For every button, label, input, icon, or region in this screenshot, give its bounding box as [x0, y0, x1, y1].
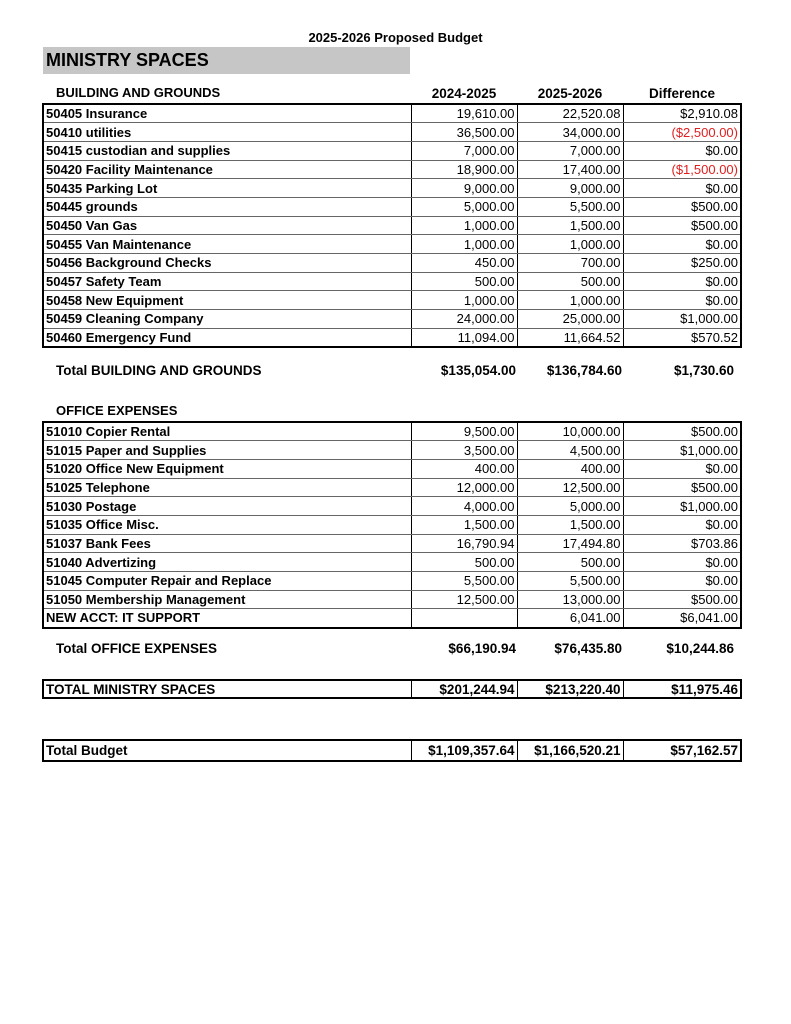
- row-curr-value: 17,400.00: [517, 160, 623, 179]
- row-difference: $500.00: [623, 216, 741, 235]
- office-total-label: Total OFFICE EXPENSES: [56, 641, 218, 656]
- row-label: 51035 Office Misc.: [43, 515, 411, 534]
- building-total-diff: $1,730.60: [673, 363, 734, 378]
- table-row: [43, 179, 741, 198]
- office-header: OFFICE EXPENSES: [56, 403, 178, 418]
- row-prev-value: 450.00: [411, 254, 517, 273]
- row-difference: $0.00: [623, 572, 741, 591]
- row-label: 51015 Paper and Supplies: [43, 441, 411, 460]
- row-label: 50405 Insurance: [43, 104, 411, 123]
- row-prev-value: [411, 609, 517, 628]
- row-label: 51020 Office New Equipment: [43, 459, 411, 478]
- row-curr-value: 17,494.80: [517, 534, 623, 553]
- row-difference: $0.00: [623, 272, 741, 291]
- row-difference: ($2,500.00): [623, 123, 741, 142]
- table-row: [43, 141, 741, 160]
- row-curr-value: 25,000.00: [517, 310, 623, 329]
- row-label: 51045 Computer Repair and Replace: [43, 572, 411, 591]
- row-curr-value: 700.00: [517, 254, 623, 273]
- total-budget-row: [42, 739, 742, 762]
- row-difference: $6,041.00: [623, 609, 741, 628]
- table-row: [43, 272, 741, 291]
- table-row: [43, 104, 741, 123]
- row-prev-value: 24,000.00: [411, 310, 517, 329]
- row-label: 51010 Copier Rental: [43, 422, 411, 441]
- total-budget-diff: $57,162.57: [623, 740, 741, 761]
- row-label: 50456 Background Checks: [43, 254, 411, 273]
- row-prev-value: 4,000.00: [411, 497, 517, 516]
- building-total-curr: $136,784.60: [546, 363, 622, 378]
- row-difference: $1,000.00: [623, 310, 741, 329]
- row-curr-value: 400.00: [517, 459, 623, 478]
- table-row: [43, 441, 741, 460]
- row-label: 50459 Cleaning Company: [43, 310, 411, 329]
- row-label: 50458 New Equipment: [43, 291, 411, 310]
- row-difference: $0.00: [623, 553, 741, 572]
- row-prev-value: 1,000.00: [411, 291, 517, 310]
- row-prev-value: 36,500.00: [411, 123, 517, 142]
- total-ministry-curr: $213,220.40: [517, 680, 623, 698]
- total-ministry-prev: $201,244.94: [411, 680, 517, 698]
- row-curr-value: 6,041.00: [517, 609, 623, 628]
- building-header: BUILDING AND GROUNDS: [56, 85, 221, 100]
- row-prev-value: 500.00: [411, 553, 517, 572]
- total-budget-label: Total Budget: [46, 743, 128, 758]
- row-curr-value: 7,000.00: [517, 141, 623, 160]
- row-prev-value: 12,000.00: [411, 478, 517, 497]
- table-row: [43, 310, 741, 329]
- row-prev-value: 16,790.94: [411, 534, 517, 553]
- row-prev-value: 19,610.00: [411, 104, 517, 123]
- row-difference: $570.52: [623, 328, 741, 347]
- row-curr-value: 34,000.00: [517, 123, 623, 142]
- row-difference: $500.00: [623, 422, 741, 441]
- total-ministry-row: [42, 679, 742, 699]
- row-prev-value: 3,500.00: [411, 441, 517, 460]
- office-table: [42, 421, 742, 629]
- table-row: [43, 478, 741, 497]
- row-prev-value: 1,000.00: [411, 216, 517, 235]
- row-curr-value: 1,500.00: [517, 216, 623, 235]
- table-row: [43, 328, 741, 347]
- row-prev-value: 12,500.00: [411, 590, 517, 609]
- building-total-label: Total BUILDING AND GROUNDS: [56, 363, 262, 378]
- table-row: [43, 497, 741, 516]
- row-prev-value: 9,500.00: [411, 422, 517, 441]
- table-row: [43, 553, 741, 572]
- total-ministry-label: TOTAL MINISTRY SPACES: [46, 681, 216, 697]
- table-row: [43, 291, 741, 310]
- row-label: 51040 Advertizing: [43, 553, 411, 572]
- row-curr-value: 22,520.08: [517, 104, 623, 123]
- row-prev-value: 400.00: [411, 459, 517, 478]
- table-row: [43, 609, 741, 628]
- row-curr-value: 500.00: [517, 553, 623, 572]
- row-label: NEW ACCT: IT SUPPORT: [43, 609, 411, 628]
- row-prev-value: 9,000.00: [411, 179, 517, 198]
- row-curr-value: 5,500.00: [517, 197, 623, 216]
- row-label: 50457 Safety Team: [43, 272, 411, 291]
- office-total-prev: $66,190.94: [448, 641, 516, 656]
- row-difference: $1,000.00: [623, 441, 741, 460]
- row-curr-value: 500.00: [517, 272, 623, 291]
- building-table: [42, 103, 742, 348]
- office-total-diff: $10,244.86: [666, 641, 734, 656]
- table-row: [43, 515, 741, 534]
- table-row: [43, 235, 741, 254]
- row-label: 51050 Membership Management: [43, 590, 411, 609]
- row-curr-value: 13,000.00: [517, 590, 623, 609]
- total-budget-curr: $1,166,520.21: [517, 740, 623, 761]
- table-row: [43, 197, 741, 216]
- col-header-prev: 2024-2025: [431, 86, 497, 101]
- table-row: [43, 254, 741, 273]
- row-difference: $0.00: [623, 179, 741, 198]
- row-curr-value: 10,000.00: [517, 422, 623, 441]
- row-difference: $500.00: [623, 478, 741, 497]
- row-prev-value: 1,000.00: [411, 235, 517, 254]
- row-curr-value: 1,000.00: [517, 291, 623, 310]
- row-label: 51037 Bank Fees: [43, 534, 411, 553]
- row-label: 50455 Van Maintenance: [43, 235, 411, 254]
- page-title: 2025-2026 Proposed Budget: [308, 30, 483, 45]
- table-row: [43, 123, 741, 142]
- col-header-diff: Difference: [648, 86, 716, 101]
- row-curr-value: 1,500.00: [517, 515, 623, 534]
- row-curr-value: 11,664.52: [517, 328, 623, 347]
- office-total-curr: $76,435.80: [554, 641, 622, 656]
- building-total-prev: $135,054.00: [440, 363, 516, 378]
- row-label: 50415 custodian and supplies: [43, 141, 411, 160]
- row-difference: $703.86: [623, 534, 741, 553]
- row-prev-value: 18,900.00: [411, 160, 517, 179]
- row-curr-value: 4,500.00: [517, 441, 623, 460]
- table-row: [43, 572, 741, 591]
- row-prev-value: 7,000.00: [411, 141, 517, 160]
- row-label: 51025 Telephone: [43, 478, 411, 497]
- table-row: [43, 590, 741, 609]
- row-difference: $0.00: [623, 235, 741, 254]
- table-row: [43, 160, 741, 179]
- row-curr-value: 9,000.00: [517, 179, 623, 198]
- row-difference: $2,910.08: [623, 104, 741, 123]
- table-row: [43, 422, 741, 441]
- row-difference: ($1,500.00): [623, 160, 741, 179]
- row-difference: $250.00: [623, 254, 741, 273]
- row-label: 50420 Facility Maintenance: [43, 160, 411, 179]
- row-label: 50445 grounds: [43, 197, 411, 216]
- table-row: [43, 459, 741, 478]
- row-difference: $500.00: [623, 590, 741, 609]
- row-prev-value: 1,500.00: [411, 515, 517, 534]
- row-difference: $0.00: [623, 141, 741, 160]
- row-label: 51030 Postage: [43, 497, 411, 516]
- table-row: [43, 216, 741, 235]
- total-ministry-diff: $11,975.46: [623, 680, 741, 698]
- row-difference: $0.00: [623, 291, 741, 310]
- section-banner: MINISTRY SPACES: [43, 47, 410, 74]
- row-prev-value: 11,094.00: [411, 328, 517, 347]
- row-difference: $0.00: [623, 515, 741, 534]
- row-label: 50450 Van Gas: [43, 216, 411, 235]
- row-curr-value: 5,500.00: [517, 572, 623, 591]
- row-difference: $500.00: [623, 197, 741, 216]
- row-prev-value: 500.00: [411, 272, 517, 291]
- row-curr-value: 12,500.00: [517, 478, 623, 497]
- row-curr-value: 1,000.00: [517, 235, 623, 254]
- row-label: 50410 utilities: [43, 123, 411, 142]
- table-row: [43, 534, 741, 553]
- row-prev-value: 5,000.00: [411, 197, 517, 216]
- row-prev-value: 5,500.00: [411, 572, 517, 591]
- row-curr-value: 5,000.00: [517, 497, 623, 516]
- col-header-curr: 2025-2026: [537, 86, 603, 101]
- row-label: 50435 Parking Lot: [43, 179, 411, 198]
- row-difference: $0.00: [623, 459, 741, 478]
- row-label: 50460 Emergency Fund: [43, 328, 411, 347]
- row-difference: $1,000.00: [623, 497, 741, 516]
- total-budget-prev: $1,109,357.64: [411, 740, 517, 761]
